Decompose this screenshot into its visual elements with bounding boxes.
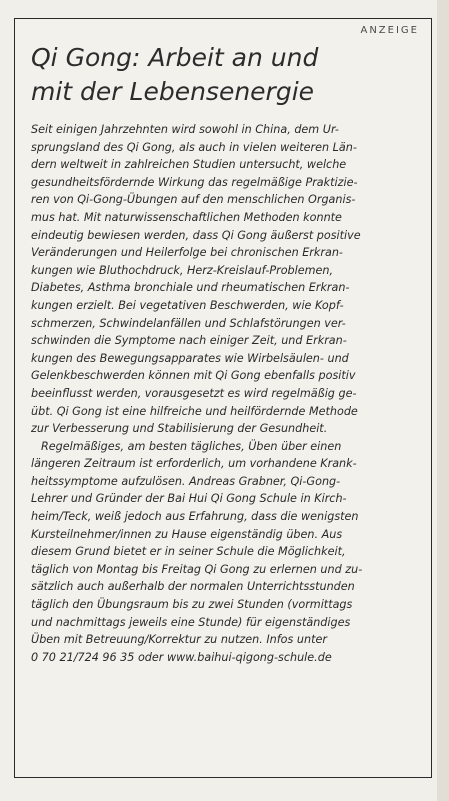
text-line: Gelenkbeschwerden können mit Qi Gong ebenfalls positiv	[31, 369, 356, 383]
text-line: schmerzen, Schwindelanfällen und Schlafstörungen ver-	[31, 316, 346, 330]
text-line: täglich den Übungsraum bis zu zwei Stunden (vormittags	[31, 598, 353, 612]
text-line: Diabetes, Asthma bronchiale und rheumatischen Erkran-	[31, 281, 350, 295]
text-line: Veränderungen und Heilerfolge bei chronischen Erkran-	[31, 246, 343, 260]
text-line: sätzlich auch außerhalb der normalen Unterrichtsstunden	[31, 580, 355, 594]
article-title	[31, 41, 411, 109]
text-line: kungen erzielt. Bei vegetativen Beschwerden, wie Kopf-	[31, 298, 344, 312]
text-line: längeren Zeitraum ist erforderlich, um vorhandene Krank-	[31, 457, 357, 471]
ad-label: ANZEIGE	[360, 25, 419, 36]
text-line: kungen wie Bluthochdruck, Herz-Kreislauf-Problemen,	[31, 263, 334, 277]
text-line: übt. Qi Gong ist eine hilfreiche und heilfördernde Methode	[31, 404, 358, 418]
title-line: mit der Lebensenergie	[31, 77, 315, 106]
advertisement-box	[14, 18, 432, 778]
text-line: und nachmittags jeweils eine Stunde) für eigenständiges	[31, 615, 351, 629]
article-body	[31, 121, 417, 666]
text-line: beeinflusst werden, vorausgesetzt es wird regelmäßig ge-	[31, 386, 357, 400]
text-line: Üben mit Betreuung/Korrektur zu nutzen. Infos unter	[31, 633, 327, 647]
text-line: gesundheitsfördernde Wirkung das regelmäßige Praktizie-	[31, 175, 358, 189]
text-line: Kursteilnehmer/innen zu Hause eigenständig üben. Aus	[31, 527, 343, 541]
text-line: sprungsland des Qi Gong, als auch in vielen weiteren Län-	[31, 140, 357, 154]
text-line: mus hat. Mit naturwissenschaftlichen Methoden konnte	[31, 210, 342, 224]
text-line: schwinden die Symptome nach einiger Zeit, und Erkran-	[31, 334, 347, 348]
text-line: Seit einigen Jahrzehnten wird sowohl in China, dem Ur-	[31, 123, 339, 136]
page-edge	[437, 0, 449, 801]
text-line: dern weltweit in zahlreichen Studien untersucht, welche	[31, 158, 347, 172]
text-line: Lehrer und Gründer der Bai Hui Qi Gong Schule in Kirch-	[31, 492, 347, 506]
contact-line: 0 70 21/724 96 35 oder www.baihui-qigong-schule.de	[31, 650, 332, 664]
paragraph-2	[31, 438, 417, 667]
text-line: täglich von Montag bis Freitag Qi Gong zu erlernen und zu-	[31, 562, 363, 576]
text-line: diesem Grund bietet er in seiner Schule die Möglichkeit,	[31, 545, 346, 559]
text-line: heim/Teck, weiß jedoch aus Erfahrung, dass die wenigsten	[31, 510, 359, 524]
text-line: heitssymptome aufzulösen. Andreas Grabner, Qi-Gong-	[31, 474, 341, 488]
paragraph-1	[31, 121, 417, 438]
text-line: zur Verbesserung und Stabilisierung der Gesundheit.	[31, 422, 328, 436]
text-line: ren von Qi-Gong-Übungen auf den menschlichen Organis-	[31, 193, 356, 207]
text-line: eindeutig bewiesen werden, dass Qi Gong äußerst positive	[31, 228, 361, 242]
text-line: Regelmäßiges, am besten tägliches, Üben über einen	[41, 439, 342, 453]
text-line: kungen des Bewegungsapparates wie Wirbelsäulen- und	[31, 351, 349, 365]
title-line: Qi Gong: Arbeit an und	[31, 43, 319, 72]
